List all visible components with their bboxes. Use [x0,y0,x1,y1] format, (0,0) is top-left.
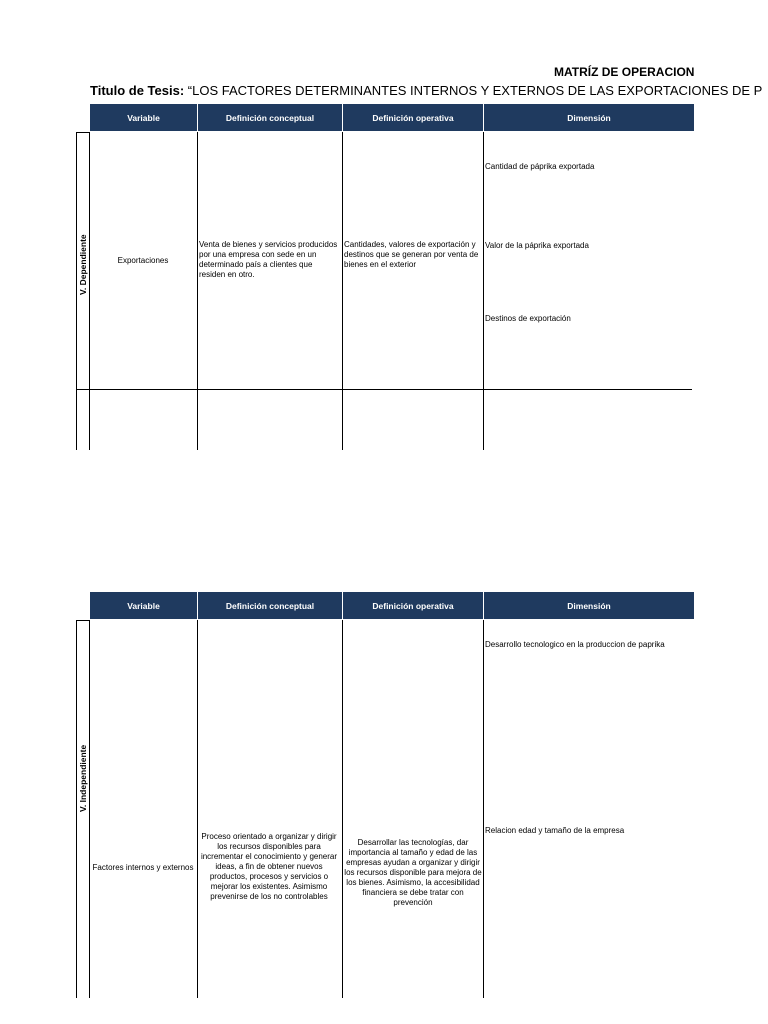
table-border [76,620,90,621]
table-border [89,620,90,998]
dimension-cell: Relacion edad y tamaño de la empresa [485,826,625,835]
page-title: MATRÍZ DE OPERACION [554,65,695,79]
header-definicion-operativa: Definición operativa [343,104,483,131]
table-border [197,620,198,998]
group-label-independiente: V. Independiente [78,744,88,812]
table-border [197,132,198,450]
dimension-cell: Valor de la páprika exportada [485,241,589,250]
table-border [483,620,484,998]
variable-cell: Factores internos y externos [92,863,194,872]
operativa-cell: Desarrollar las tecnologías, dar importancia al tamaño y edad de las empresas ayudan a organizar y dirigir los recursos disponible para mejora de los bienes. Asimismo, la accesibilidad financiera se debe tratar con prevención [344,838,482,907]
header-dimension: Dimensión [484,592,694,619]
header-variable: Variable [90,104,197,131]
table-border [483,132,484,450]
table-border [76,620,77,998]
header-definicion-conceptual: Definición conceptual [198,104,342,131]
thesis-title-label: Titulo de Tesis: [90,83,185,98]
header-definicion-conceptual: Definición conceptual [198,592,342,619]
dimension-cell: Destinos de exportación [485,314,571,323]
table-border [76,132,90,133]
dimension-cell: Desarrollo tecnologico en la produccion de paprika [485,640,665,649]
table-border [76,389,692,390]
dimension-cell: Cantidad de páprika exportada [485,162,595,171]
group-label-dependiente: V. Dependiente [78,234,88,295]
variable-cell: Exportaciones [117,256,169,265]
table-border [342,620,343,998]
conceptual-cell: Proceso orientado a organizar y dirigir los recursos disponibles para incrementar el conocimiento y generar ideas, a fin de obtener nuevos productos, procesos y servicios o mejorar los existentes. Asimismo prevenirse de los no controlables [200,832,338,901]
header-dimension: Dimensión [484,104,694,131]
thesis-title [90,83,762,98]
table-border [342,132,343,450]
conceptual-cell: Venta de bienes y servicios producidos por una empresa con sede en un determinado país a clientes que residen en otro. [199,240,338,279]
thesis-title-text: “LOS FACTORES DETERMINANTES INTERNOS Y EXTERNOS DE LAS EXPORTACIONES DE P [187,83,763,98]
table-border [76,132,77,450]
table-border [89,132,90,450]
header-definicion-operativa: Definición operativa [343,592,483,619]
header-variable: Variable [90,592,197,619]
operativa-cell: Cantidades, valores de exportación y destinos que se generan por venta de bienes en el exterior [344,240,479,269]
